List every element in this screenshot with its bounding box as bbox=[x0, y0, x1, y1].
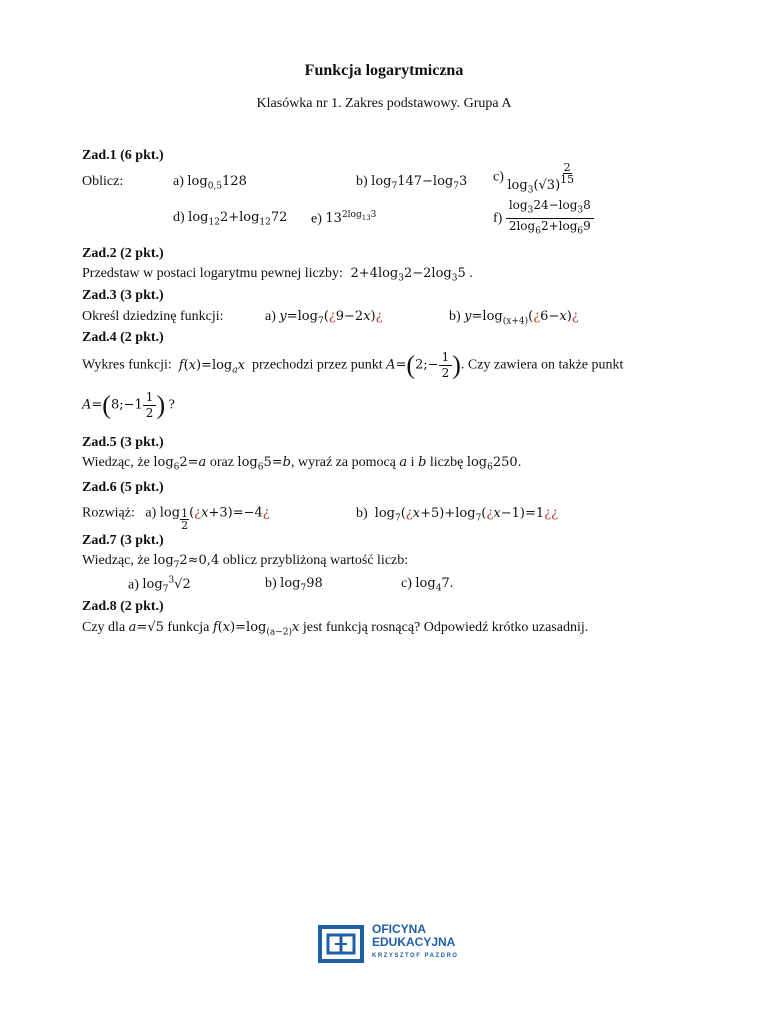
task4-line2: A=(8;−1 $\frac{1}{2}$ ) ? bbox=[82, 390, 175, 420]
task4-line1: Wykres funkcji: $f(x)=\log_ax$ przechodzi przez punkt A=(2;− $\frac{1}{2}$ ). Czy zawiera on także punkt bbox=[82, 350, 624, 380]
task5-heading: Zad.5 (3 pkt.) bbox=[82, 435, 164, 450]
task3-heading: Zad.3 (3 pkt.) bbox=[82, 288, 164, 303]
task7-b: b) $\log_798$ bbox=[265, 576, 323, 594]
publisher-logo bbox=[318, 923, 468, 967]
task7-a: a) $\log_7^3√2$ bbox=[128, 576, 191, 595]
task3-b: b) $y=\log_{(x+4)}(¿6-x)¿$ bbox=[449, 309, 579, 327]
task2-text: Przedstaw w postaci logarytmu pewnej liczby: $2+4\log_32-2\log_35$ . bbox=[82, 266, 473, 284]
logo-text: OFICYNA EDUKACYJNA KRZYSZTOF PAZDRO bbox=[372, 922, 459, 959]
task4-heading: Zad.4 (2 pkt.) bbox=[82, 330, 164, 345]
task5-text: Wiedząc, że $\log_62=a$ oraz $\log_65=b$, wyraź za pomocą a i b liczbę $\log_6250$. bbox=[82, 455, 522, 473]
task3-a: a) $y=\log_7(¿9-2x)¿$ bbox=[265, 309, 383, 327]
task1-a: a) $\log_{0,5}128$ bbox=[173, 174, 247, 192]
task1-b: b) $\log_7147-\log_73$ bbox=[356, 174, 468, 192]
task7-heading: Zad.7 (3 pkt.) bbox=[82, 533, 164, 548]
book-icon bbox=[318, 925, 364, 965]
task3-text: Określ dziedzinę funkcji: bbox=[82, 309, 224, 324]
task8-text: Czy dla a=√5 funkcja $f(x)=\log_{(a-2)}x$ jest funkcją rosnącą? Odpowiedź krótko uzasadnij. bbox=[82, 620, 589, 638]
task1-intro: Oblicz: bbox=[82, 174, 124, 189]
task8-heading: Zad.8 (2 pkt.) bbox=[82, 599, 164, 614]
task6-b: b) $\log_7(¿x+5)+\log_7(¿x-1)=1¿¿$ bbox=[356, 506, 559, 524]
page-subtitle: Klasówka nr 1. Zakres podstawowy. Grupa A bbox=[256, 96, 512, 111]
task7-c: c) $\log_47$. bbox=[401, 576, 454, 594]
task1-heading: Zad.1 (6 pkt.) bbox=[82, 148, 164, 163]
task1-c: c) $\log_3(√3)$ $\frac{2}{15}$ bbox=[493, 161, 575, 196]
task2-heading: Zad.2 (2 pkt.) bbox=[82, 246, 164, 261]
task1-f: f) $\frac{\log_324-\log_38}{2\log_62+\log_69}$ bbox=[493, 198, 594, 240]
page-title: Funkcja logarytmiczna bbox=[304, 62, 464, 79]
task7-text: Wiedząc, że $\log_72\approx 0,4$ oblicz przybliżoną wartość liczb: bbox=[82, 553, 409, 571]
task6-text: Rozwiąż: a) log $\frac{1}{2}$ (¿x+3)=−4¿ bbox=[82, 505, 270, 532]
task1-e: e) $13^{2log_{13}3}$ bbox=[311, 210, 377, 227]
task1-d: d) $\log_{12}2+\log_{12}72$ bbox=[173, 210, 288, 228]
task6-heading: Zad.6 (5 pkt.) bbox=[82, 480, 164, 495]
